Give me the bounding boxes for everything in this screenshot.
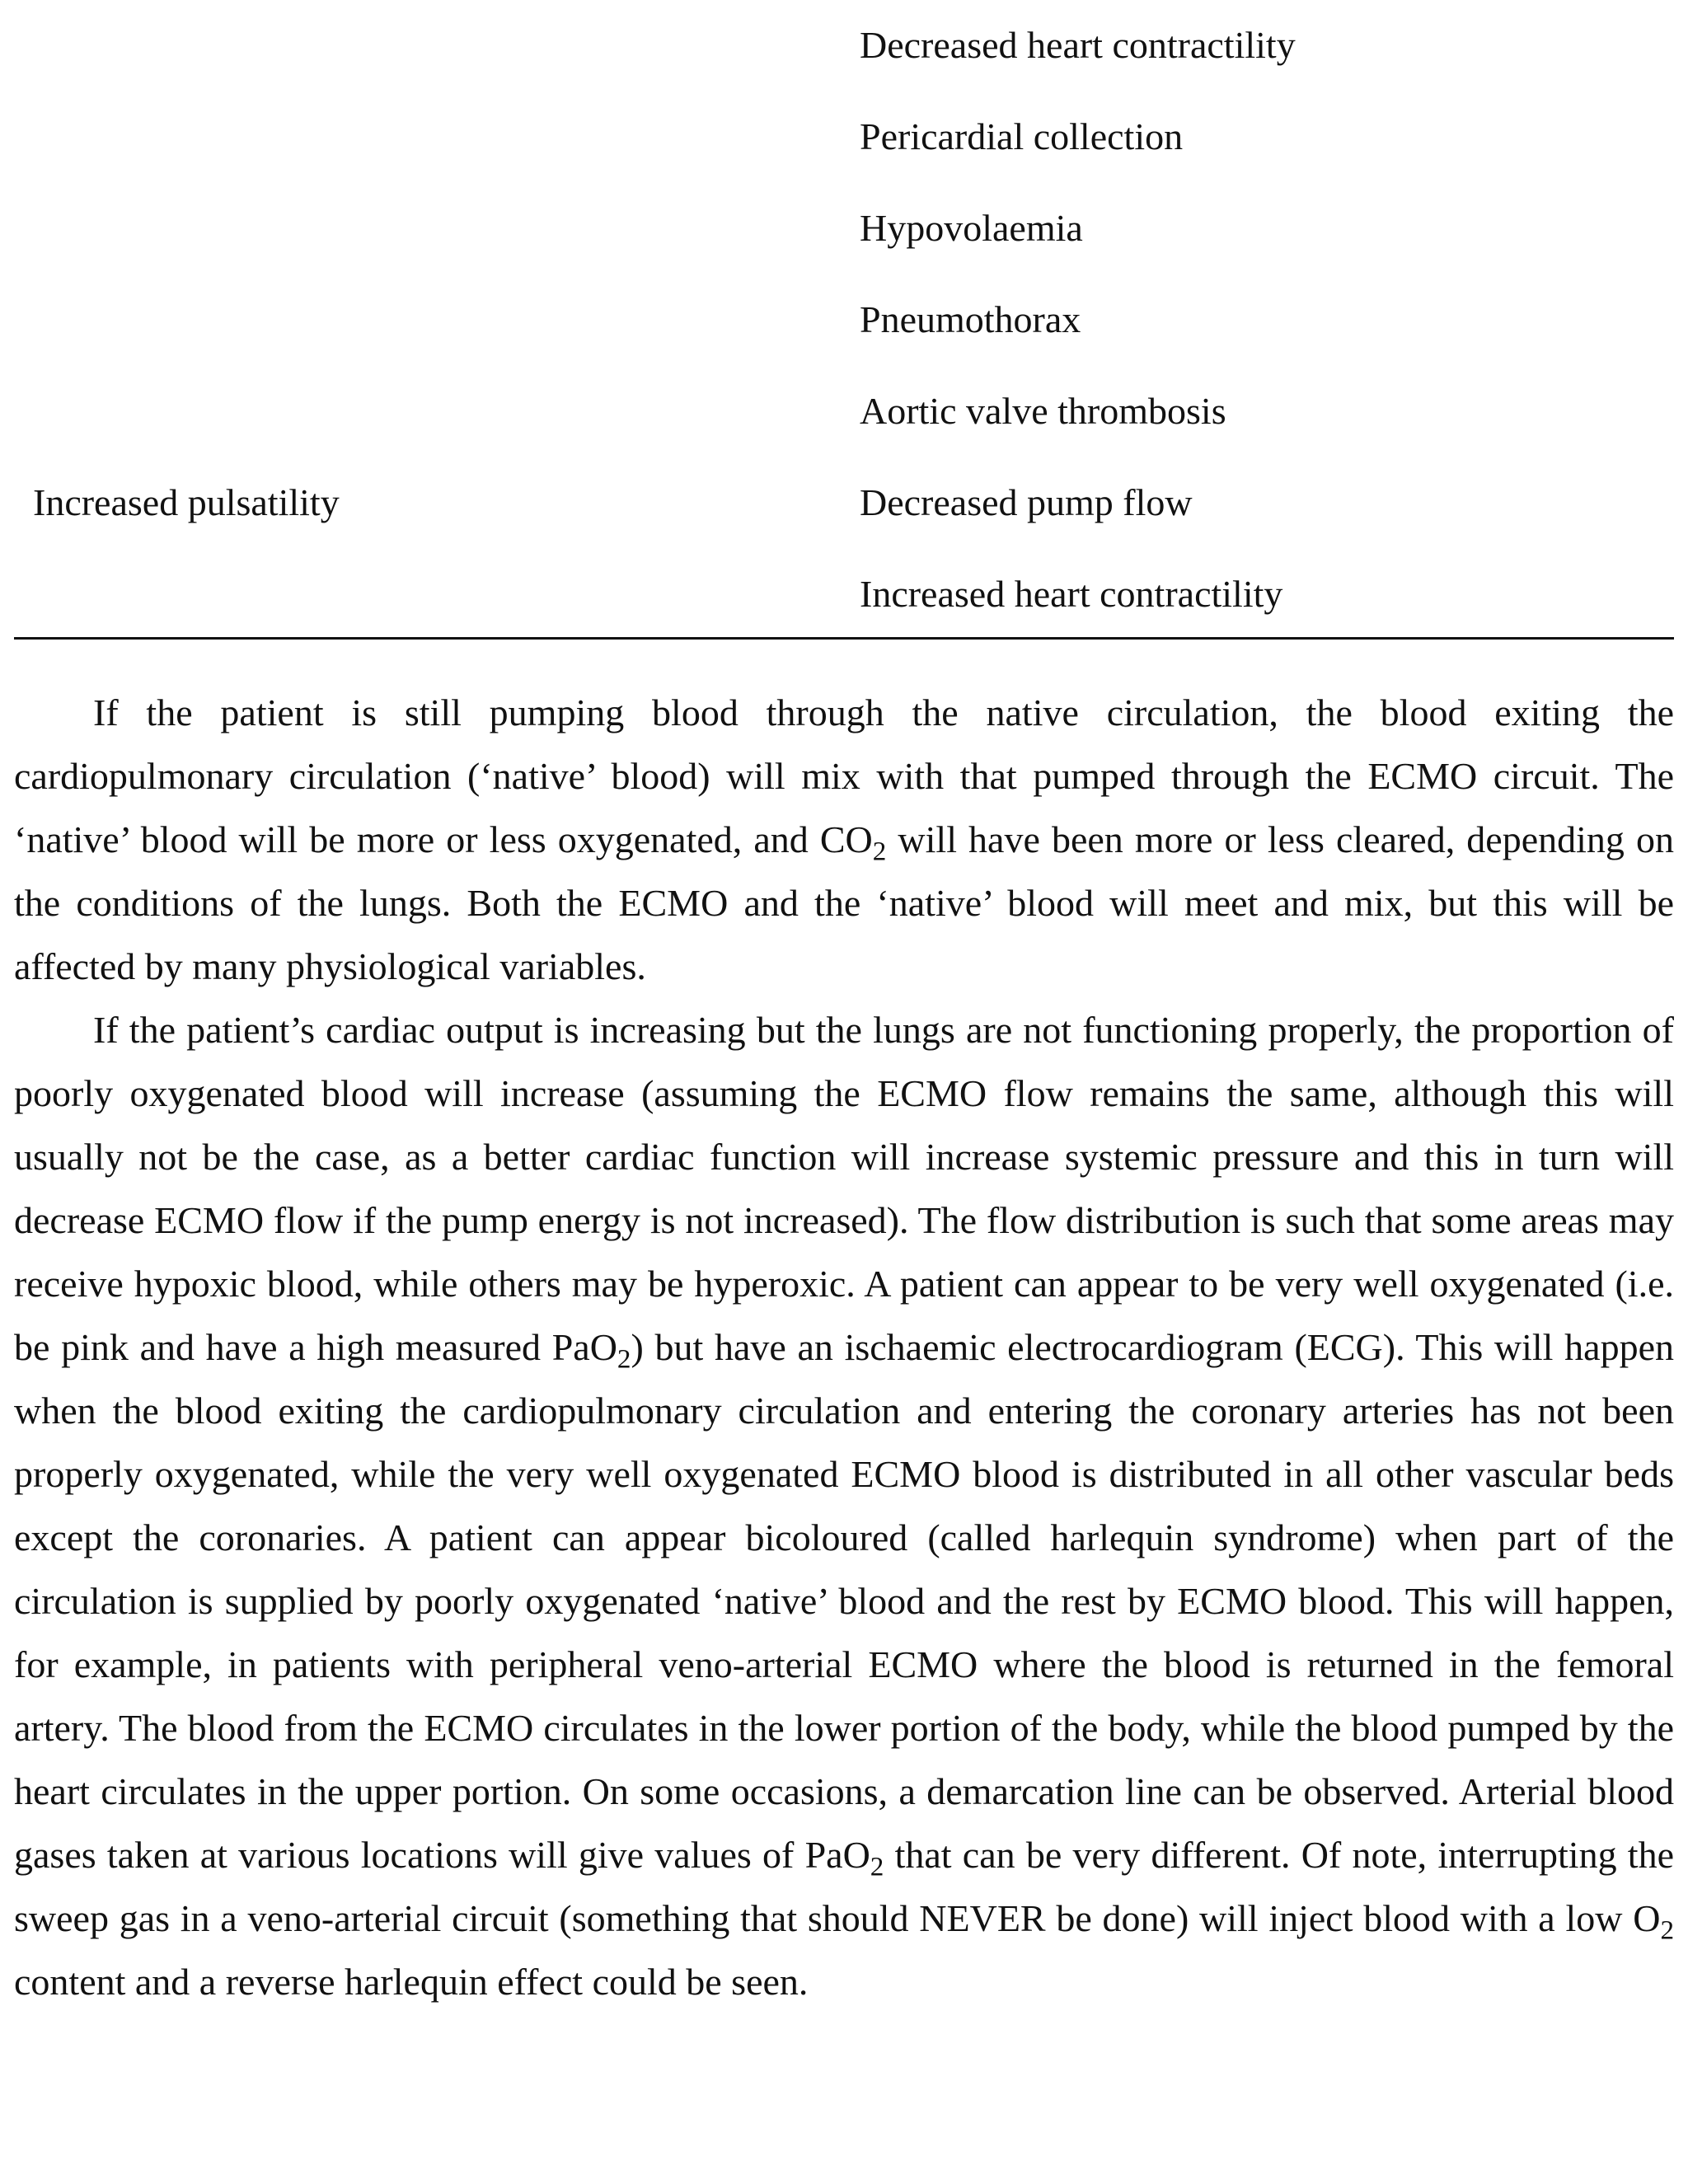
- document-page: [14, 0, 1674, 2003]
- body-text: [14, 681, 1674, 2013]
- text-run: If the patient’s cardiac output is increasing but the lungs are not functioning properly, the proportion of poorly oxygenated blood will increase (assuming the ECMO flow remains the same, although this will usually not be the case, as a better cardiac function will increase systemic pressure and this in turn will decrease ECMO flow if the pump energy is not increased). The flow distribution is such that some areas may receive hypoxic blood, while others may be hyperoxic. A patient can appear to be very well oxygenated (i.e. be pink and have a high measured PaO: [14, 1009, 1674, 1368]
- causes-table: [14, 0, 1674, 640]
- text-run: ) but have an ischaemic electrocardiogram (ECG). This will happen when the blood exiting the cardiopulmonary circulation and entering the coronary arteries has not been properly oxygenated, while the very well oxygenated ECMO blood is distributed in all other vascular beds except the coronaries. A patient can appear bicoloured (called harlequin syndrome) when part of the circulation is supplied by poorly oxygenated ‘native’ blood and the rest by ECMO blood. This will happen, for example, in patients with peripheral veno-arterial ECMO where the blood is returned in the femoral artery. The blood from the ECMO circulates in the lower portion of the body, while the blood pumped by the heart circulates in the upper portion. On some occasions, a demarcation line can be observed. Arterial blood gases taken at various locations will give values of PaO: [14, 1326, 1674, 1876]
- paragraph: [14, 998, 1674, 2013]
- table-cell-left: Increased pulsatility: [33, 481, 340, 523]
- table-cell-right: Increased heart contractility: [860, 573, 1283, 615]
- table-cell-right: Decreased heart contractility: [860, 24, 1296, 66]
- table-cell-right: Decreased pump flow: [860, 481, 1193, 523]
- subscript: 2: [872, 836, 887, 867]
- text-run: will have been more or less cleared, depending on the conditions of the lungs. Both the ECMO and the ‘native’ blood will meet and mix, but this will be affected by many physiological variables.: [14, 818, 1674, 987]
- text-run: content and a reverse harlequin effect could be seen.: [14, 1961, 809, 2003]
- table-bottom-rule: [14, 637, 1674, 640]
- subscript: 2: [1660, 1915, 1674, 1946]
- paragraph: [14, 681, 1674, 998]
- text-run: If the patient is still pumping blood through the native circulation, the blood exiting the cardiopulmonary circulation (‘native’ blood) will mix with that pumped through the ECMO circuit. The ‘native’ blood will be more or less oxygenated, and CO: [14, 691, 1674, 860]
- text-run: that can be very different. Of note, interrupting the sweep gas in a veno-arterial circuit (something that should NEVER be done) will inject blood with a low O: [14, 1834, 1674, 1939]
- table-cell-right: Aortic valve thrombosis: [860, 390, 1226, 432]
- table-cell-right: Hypovolaemia: [860, 207, 1083, 249]
- subscript: 2: [870, 1851, 884, 1882]
- table-cell-right: Pneumothorax: [860, 298, 1081, 340]
- table-cell-right: Pericardial collection: [860, 115, 1184, 157]
- subscript: 2: [617, 1343, 631, 1375]
